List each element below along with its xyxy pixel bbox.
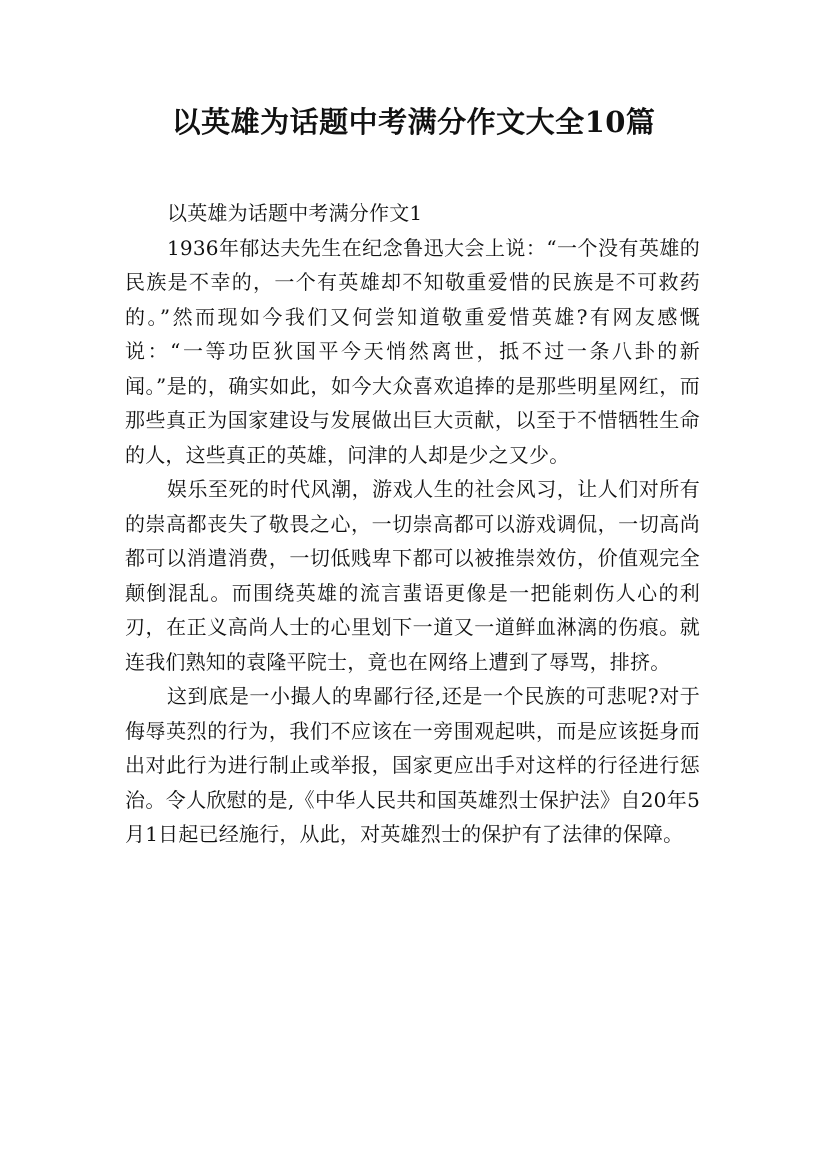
paragraph-3: 这到底是一小撮人的卑鄙行径,还是一个民族的可悲呢?对于侮辱英烈的行为，我们不应该在一旁围观起哄，而是应该挺身而出对此行为进行制止或举报，国家更应出手对这样的行径进行惩治。令人欣慰的是,《中华人民共和国英雄烈士保护法》自20年5月1日起已经施行，从此，对英雄烈士的保护有了法律的保障。 bbox=[125, 684, 700, 846]
paragraph-2: 娱乐至死的时代风潮，游戏人生的社会风习，让人们对所有的崇高都丧失了敬畏之心，一切崇高都可以游戏调侃，一切高尚都可以消遣消费，一切低贱卑下都可以被推崇效仿，价值观完全颠倒混乱。而围绕英雄的流言蜚语更像是一把能刺伤人心的利刃，在正义高尚人士的心里划下一道又一道鲜血淋漓的伤痕。就连我们熟知的袁隆平院士，竟也在网络上遭到了辱骂，排挤。 bbox=[125, 477, 700, 674]
section-heading: 以英雄为话题中考满分作文1 bbox=[167, 201, 423, 225]
document-body bbox=[125, 196, 700, 852]
paragraph-1: 1936年郁达夫先生在纪念鲁迅大会上说：“一个没有英雄的民族是不幸的，一个有英雄却不知敬重爱惜的民族是不可救药的。”然而现如今我们又何尝知道敬重爱惜英雄?有网友感慨说：“一等功臣狄国平今天悄然离世，抵不过一条八卦的新闻。”是的，确实如此，如今大众喜欢追捧的是那些明星网红，而那些真正为国家建设与发展做出巨大贡献，以至于不惜牺牲生命的人，这些真正的英雄，问津的人却是少之又少。 bbox=[125, 235, 700, 467]
document-title: 以英雄为话题中考满分作文大全10篇 bbox=[171, 105, 656, 139]
